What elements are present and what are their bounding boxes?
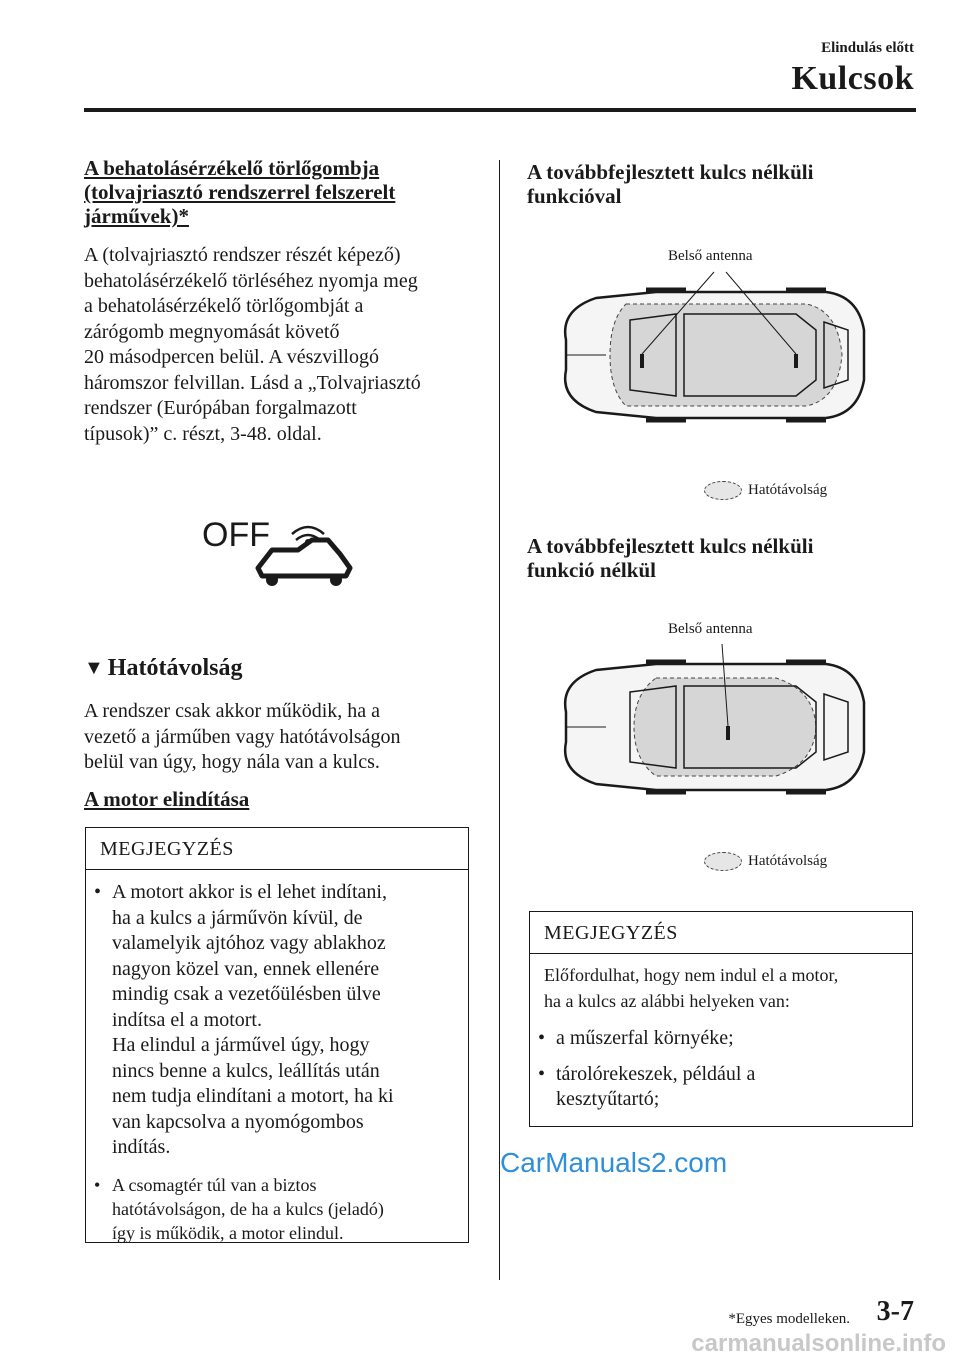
intrusion-body: A (tolvajriasztó rendszer részét képező) behatolásérzékelő törléséhez nyomja meg a behatolásérzékelő törlőgombját a zárógomb megnyomását követő 20 másodpercen belül. A vészvillogó háromszor felvillan. Lásd a „Tolvajriasztó rendszer (Európában forgalmazott típusok)” c. részt, 3-48. oldal. [84, 244, 421, 445]
antenna-label-2: Belső antenna [668, 621, 753, 637]
note-item: • A csomagtér túl van a biztos hatótávolságon, de ha a kulcs (jeladó) így is működik, a motor elindul. [94, 1174, 384, 1243]
range-body: A rendszer csak akkor működik, ha a vezető a járműben vagy hatótávolságon belül van úgy, hogy nála van a kulcs. [84, 700, 401, 773]
intrusion-heading: A behatolásérzékelő törlőgombja (tolvajriasztó rendszerrel felszerelt járművek)* [84, 156, 396, 228]
note-item: • tárolórekeszek, például a kesztyűtartó; [538, 1062, 756, 1110]
range-zone-icon [704, 852, 742, 871]
watermark-carmanuals2[interactable]: CarManuals2.com [500, 1147, 728, 1178]
keyless-with-heading: A továbbfejlesztett kulcs nélküli funkcióval [527, 160, 814, 208]
watermark-carmanualsonline[interactable]: carmanualsonline.info [691, 1330, 946, 1357]
note-item: • a műszerfal környéke; [530, 1026, 912, 1052]
range-zone-icon [704, 481, 742, 500]
car-diagram-without-keyless [546, 642, 876, 812]
start-heading: A motor elindítása [84, 787, 250, 811]
note-title: MEGJEGYZÉS [530, 912, 912, 954]
svg-text:OFF: OFF [202, 516, 270, 554]
bullet-icon: • [94, 881, 102, 903]
page-title: Kulcsok [791, 60, 914, 97]
bullet-icon: • [538, 1062, 546, 1085]
bullet-icon: • [538, 1027, 546, 1049]
chapter-label: Elindulás előtt [821, 40, 914, 56]
note-item: • A motort akkor is el lehet indítani, ha a kulcs a járművön kívül, de valamelyik ajtóhoz vagy ablakhoz nagyon közel van, ennek ellenére mindig csak a vezetőülésben ülve indítsa el a motort. Ha elindul a járművel úgy, hogy nincs benne a kulcs, leállítás után nem tudja elindítani a motort, ha ki van kapcsolva a nyomógombos indítás. [94, 881, 394, 1158]
range-legend-1: Hatótávolság [704, 481, 827, 500]
footnote: *Egyes modelleken. [728, 1311, 850, 1327]
keyless-without-heading: A továbbfejlesztett kulcs nélküli funkció nélkül [527, 534, 814, 582]
page-number: 3-7 [876, 1296, 914, 1327]
note-intro: Előfordulhat, hogy nem indul el a motor, ha a kulcs az alábbi helyeken van: [544, 965, 839, 1011]
car-diagram-with-keyless [546, 270, 876, 440]
antenna-label-1: Belső antenna [668, 248, 753, 264]
triangle-marker-icon: ▼ [84, 657, 104, 679]
intrusion-sensor-off-icon [200, 510, 360, 590]
column-divider [499, 160, 500, 1280]
range-heading: ▼ Hatótávolság [84, 655, 243, 681]
bullet-icon: • [94, 1174, 101, 1195]
note-box-right [529, 911, 913, 1127]
range-legend-2: Hatótávolság [704, 852, 827, 871]
note-box-left [85, 827, 469, 1243]
note-title: MEGJEGYZÉS [86, 828, 468, 870]
header-rule [84, 108, 916, 112]
